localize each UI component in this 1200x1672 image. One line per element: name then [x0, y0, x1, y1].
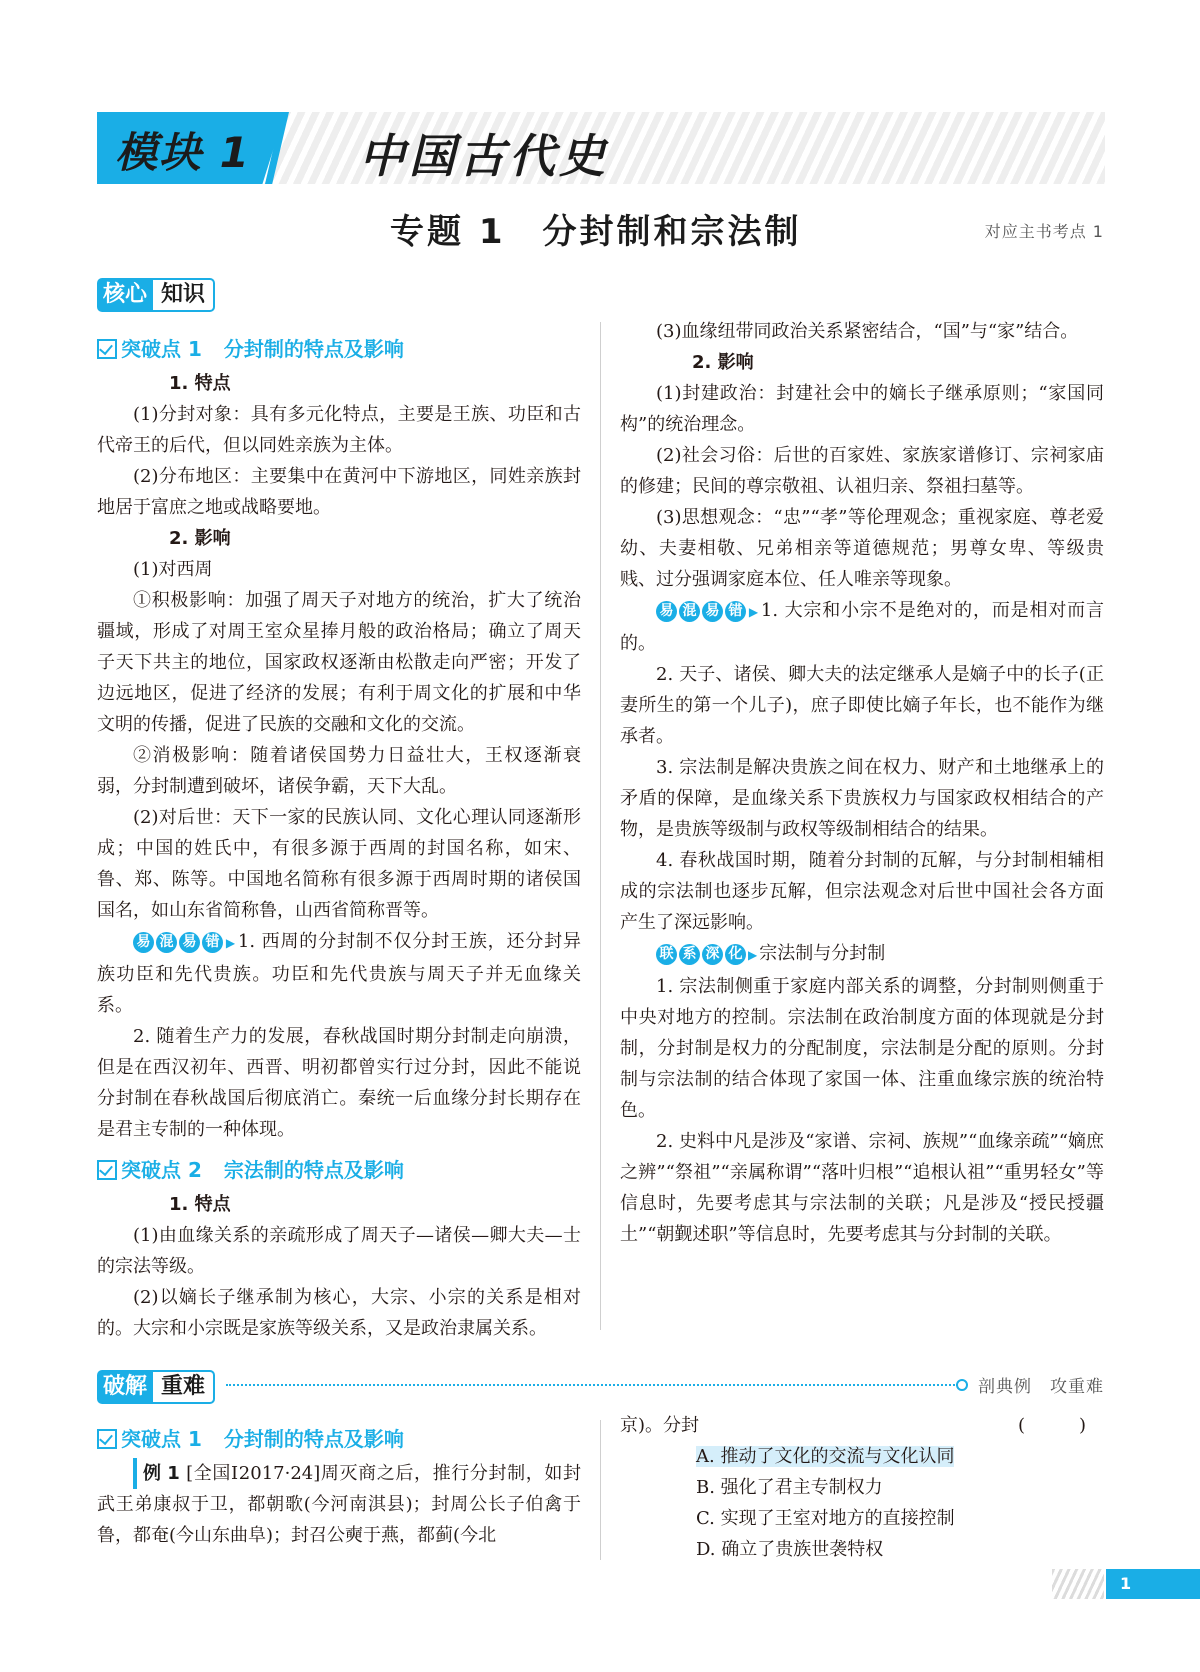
- core-knowledge-tag: [97, 278, 215, 312]
- column-divider: [600, 1420, 601, 1560]
- paragraph: (1)对西周: [133, 559, 213, 580]
- module-label: 模块 1: [115, 128, 251, 177]
- topic-title: 专题 1 分封制和宗法制: [390, 212, 802, 252]
- checkbox-icon: [97, 1160, 117, 1180]
- left-column: [97, 328, 581, 1344]
- note-text: 1. 宗法制侧重于家庭内部关系的调整，分封制则侧重于中央对地方的控制。宗法制在政治制度方面的体现就是分封制，分封制是权力的分配制度，宗法制是分配的原则。分封制与宗法制的结合体现了家国一体、注重血缘宗族的统治特色。: [620, 976, 1104, 1121]
- page-stripes: [1052, 1569, 1104, 1599]
- note-text: 2. 随着生产力的发展，春秋战国时期分封制走向崩溃，但是在西汉初年、西晋、明初都曾实行过分封，因此不能说分封制在春秋战国后彻底消亡。秦统一后血缘分封长期存在是君主专制的一种体现。: [97, 1026, 581, 1140]
- badge-char: 深: [702, 944, 723, 965]
- paragraph: (1)分封对象：具有多元化特点，主要是王族、功臣和古代帝王的后代，但以同姓亲族为主体。: [97, 404, 581, 456]
- module-title: 中国古代史: [359, 129, 609, 183]
- bp1-title: 分封制的特点及影响: [223, 1427, 404, 1451]
- circle-icon: [956, 1379, 968, 1391]
- breakthrough-point-2: [97, 1155, 581, 1185]
- badge-char: 错: [725, 601, 746, 622]
- bp1-label: 突破点 1: [121, 337, 202, 361]
- badge-char: 易: [179, 932, 200, 953]
- note-title: 宗法制与分封制: [759, 943, 886, 964]
- paragraph: ①积极影响：加强了周天子对地方的统治，扩大了统治疆域，形成了对周王室众星捧月般的政治格局；确立了周天子天下共主的地位，国家政权逐渐由松散走向严密；开发了边远地区，促进了经济的发展；有利于周文化的扩展和中华文明的传播，促进了民族的交融和文化的交流。: [97, 590, 581, 735]
- answer-bracket: ( ): [1017, 1415, 1104, 1436]
- option-a[interactable]: [620, 1441, 1104, 1472]
- note-text: 2. 天子、诸侯、卿大夫的法定继承人是嫡子中的长子(正妻所生的第一个儿子)，庶子即使比嫡子年长，也不能作为继承者。: [620, 664, 1104, 747]
- connection-note: [620, 938, 1104, 971]
- confusion-badge: [133, 932, 223, 953]
- heading-impact: 2. 影响: [169, 528, 231, 549]
- checkbox-icon: [97, 1429, 117, 1449]
- topic-reference: 对应主书考点 1: [984, 222, 1104, 241]
- bp2-title: 宗法制的特点及影响: [223, 1158, 404, 1182]
- heading-features: 1. 特点: [169, 373, 231, 394]
- paragraph: (2)分布地区：主要集中在黄河中下游地区，同姓亲族封地居于富庶之地或战略要地。: [97, 466, 581, 518]
- example-label: 例 1: [133, 1458, 180, 1489]
- question-stem-text: 京)。分封: [620, 1415, 700, 1436]
- note-text: 2. 史料中凡是涉及“家谱、宗祠、族规”“血缘亲疏”“嫡庶之辨”“祭祖”“亲属称谓”“落叶归根”“追根认祖”“重男轻女”等信息时，先要考虑其与宗法制的关联；凡是涉及“授民授疆土”“朝觐述职”等信息时，先要考虑其与分封制的关联。: [620, 1131, 1104, 1245]
- option-c[interactable]: C. 实现了王室对地方的直接控制: [696, 1508, 955, 1529]
- paragraph: (3)思想观念：“忠”“孝”等伦理观念；重视家庭、尊老爱幼、夫妻相敬、兄弟相亲等道德规范；男尊女卑、等级贵贱、过分强调家庭本位、任人唯亲等现象。: [620, 507, 1104, 590]
- badge-char: 化: [725, 944, 746, 965]
- badge-char: 易: [656, 601, 677, 622]
- bp2-label: 突破点 2: [121, 1158, 202, 1182]
- dotted-rule: [226, 1384, 958, 1386]
- example-right-column: [620, 1410, 1104, 1565]
- paragraph: (1)封建政治：封建社会中的嫡长子继承原则；“家国同构”的统治理念。: [620, 383, 1104, 435]
- confusion-note: [620, 595, 1104, 659]
- note-text: 1. 大宗和小宗不是绝对的，而是相对而言的。: [620, 600, 1104, 654]
- badge-char: 混: [679, 601, 700, 622]
- bp1-label: 突破点 1: [121, 1427, 202, 1451]
- checkbox-icon: [97, 339, 117, 359]
- breakthrough-point-1: [97, 1424, 581, 1454]
- note-text: 4. 春秋战国时期，随着分封制的瓦解，与分封制相辅相成的宗法制也逐步瓦解，但宗法观念对后世中国社会各方面产生了深远影响。: [620, 850, 1104, 933]
- option-a-text: A. 推动了文化的交流与文化认同: [696, 1446, 955, 1467]
- triangle-right-icon: ▶: [748, 948, 758, 962]
- page-number: 1: [1106, 1569, 1200, 1599]
- breakthrough-point-1: [97, 334, 581, 364]
- right-column: [620, 316, 1104, 1250]
- heading-impact: 2. 影响: [692, 352, 754, 373]
- difficulty-tag-part-b: 重难: [153, 1370, 215, 1404]
- badge-char: 混: [156, 932, 177, 953]
- core-tag-part-b: 知识: [153, 278, 215, 312]
- example-text: [全国Ⅰ2017·24]周灭商之后，推行分封制，如封武王弟康叔于卫，都朝歌(今河南淇县)；封周公长子伯禽于鲁，都奄(今山东曲阜)；封召公奭于燕，都蓟(今北: [97, 1463, 581, 1546]
- confusion-note: [97, 926, 581, 1021]
- note-text: 3. 宗法制是解决贵族之间在权力、财产和土地继承上的矛盾的保障，是血缘关系下贵族权力与国家政权相结合的产物，是贵族等级制与政权等级制相结合的结果。: [620, 757, 1104, 840]
- confusion-badge: [656, 601, 746, 622]
- example-question: [97, 1458, 581, 1551]
- difficulty-tag: [97, 1370, 215, 1404]
- paragraph: ②消极影响：随着诸侯国势力日益壮大，王权逐渐衰弱，分封制遭到破坏，诸侯争霸，天下大乱。: [97, 745, 581, 797]
- core-tag-part-a: 核心: [97, 278, 153, 312]
- option-b[interactable]: B. 强化了君主专制权力: [696, 1477, 883, 1498]
- module-banner: [97, 112, 1105, 184]
- paragraph: (3)血缘纽带同政治关系紧密结合，“国”与“家”结合。: [656, 321, 1079, 342]
- triangle-right-icon: ▶: [225, 936, 236, 950]
- badge-char: 系: [679, 944, 700, 965]
- example-left-column: [97, 1418, 581, 1551]
- paragraph: (2)以嫡长子继承制为核心，大宗、小宗的关系是相对的。大宗和小宗既是家族等级关系，又是政治隶属关系。: [97, 1287, 581, 1339]
- column-divider: [600, 322, 601, 1330]
- heading-features: 1. 特点: [169, 1194, 231, 1215]
- paragraph: (2)对后世：天下一家的民族认同、文化心理认同逐渐形成；中国的姓氏中，有很多源于西周的封国名称，如宋、鲁、郑、陈等。中国地名简称有很多源于西周时期的诸侯国国名，如山东省简称鲁，山西省简称晋等。: [97, 807, 581, 921]
- connection-badge: [656, 944, 746, 965]
- badge-char: 错: [202, 932, 223, 953]
- bp1-title: 分封制的特点及影响: [223, 337, 404, 361]
- paragraph: (2)社会习俗：后世的百家姓、家族家谱修订、宗祠家庙的修建；民间的尊宗敬祖、认祖归亲、祭祖扫墓等。: [620, 445, 1104, 497]
- question-stem: [620, 1410, 1104, 1441]
- section-subtitle: 剖典例 攻重难: [978, 1377, 1104, 1397]
- option-d[interactable]: D. 确立了贵族世袭特权: [696, 1539, 884, 1560]
- note-text: 1. 西周的分封制不仅分封王族，还分封异族功臣和先代贵族。功臣和先代贵族与周天子并无血缘关系。: [97, 931, 581, 1016]
- badge-char: 易: [702, 601, 723, 622]
- paragraph: (1)由血缘关系的亲疏形成了周天子—诸侯—卿大夫—士的宗法等级。: [97, 1225, 581, 1277]
- triangle-right-icon: ▶: [748, 605, 759, 619]
- difficulty-tag-part-a: 破解: [97, 1370, 153, 1404]
- badge-char: 联: [656, 944, 677, 965]
- badge-char: 易: [133, 932, 154, 953]
